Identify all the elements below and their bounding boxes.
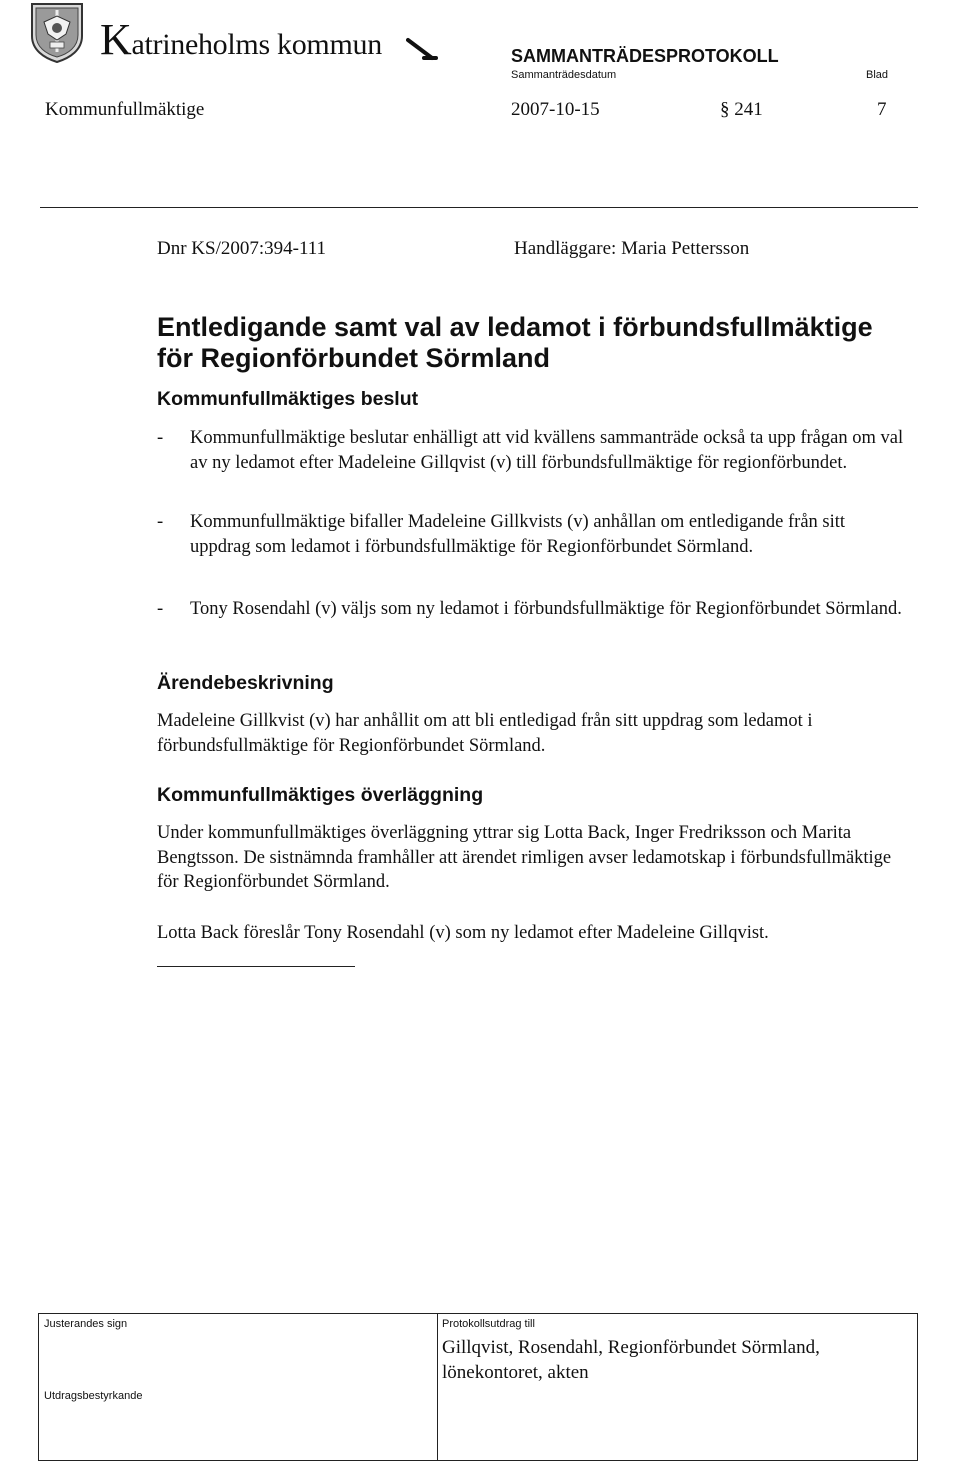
logo-swoosh-icon bbox=[406, 36, 438, 62]
organization-name bbox=[100, 14, 382, 65]
meeting-date-label: Sammanträdesdatum bbox=[511, 69, 617, 81]
decision-item-text: Tony Rosendahl (v) väljs som ny ledamot i förbundsfullmäktige för Regionförbundet Sörmland. bbox=[190, 599, 902, 619]
page-number: 7 bbox=[877, 99, 887, 120]
deliberation-heading: Kommunfullmäktiges överläggning bbox=[157, 784, 484, 806]
decision-item-text: Kommunfullmäktige bifaller Madeleine Gillkvists (v) anhållan om entledigande från sitt uppdrag som ledamot i förbundsfullmäktige för Regionförbundet Sörmland. bbox=[190, 512, 846, 557]
organization-name-rest: atrineholms kommun bbox=[131, 28, 382, 61]
decision-item bbox=[157, 597, 907, 622]
section-end-divider bbox=[157, 966, 355, 967]
bullet-marker: - bbox=[157, 512, 164, 532]
decision-item bbox=[157, 510, 907, 559]
deliberation-text: Under kommunfullmäktiges överläggning yttrar sig Lotta Back, Inger Fredriksson och Marita Bengtsson. De sistnämnda framhåller att ärendet rimligen avser ledamotskap i förbundsfullmäktige för Regionförbundet Sörmland. bbox=[157, 823, 892, 892]
decision-heading: Kommunfullmäktiges beslut bbox=[157, 388, 419, 410]
body-name: Kommunfullmäktige bbox=[45, 99, 205, 120]
title-line-1: Entledigande samt val av ledamot i förbundsfullmäktige bbox=[157, 312, 873, 342]
header-divider bbox=[40, 207, 918, 208]
page-title bbox=[157, 312, 917, 374]
section-number: § 241 bbox=[720, 99, 763, 120]
footer-column-divider bbox=[437, 1313, 438, 1461]
organization-name-initial: K bbox=[100, 15, 132, 64]
page-label: Blad bbox=[866, 69, 889, 81]
proposal-text: Lotta Back föreslår Tony Rosendahl (v) som ny ledamot efter Madeleine Gillqvist. bbox=[157, 923, 769, 943]
certification-label: Utdragsbestyrkande bbox=[44, 1390, 143, 1402]
meeting-date: 2007-10-15 bbox=[511, 99, 600, 120]
distribution-label: Protokollsutdrag till bbox=[442, 1318, 535, 1330]
case-number: Dnr KS/2007:394-111 bbox=[157, 238, 327, 259]
signature-label: Justerandes sign bbox=[44, 1318, 128, 1330]
case-handler: Handläggare: Maria Pettersson bbox=[514, 238, 750, 259]
title-line-2: för Regionförbundet Sörmland bbox=[157, 343, 550, 373]
decision-item bbox=[157, 426, 907, 475]
distribution-recipients: Gillqvist, Rosendahl, Regionförbundet Sörmland, lönekontoret, akten bbox=[442, 1337, 820, 1383]
case-description-text: Madeleine Gillkvist (v) har anhållit om att bli entledigad från sitt uppdrag som ledamot i förbundsfullmäktige för Regionförbundet Sörmland. bbox=[157, 711, 813, 756]
bullet-marker: - bbox=[157, 428, 164, 448]
decision-item-text: Kommunfullmäktige beslutar enhälligt att vid kvällens sammanträde också ta upp frågan om val av ny ledamot efter Madeleine Gillqvist (v) till förbundsfullmäktige för regionförbundet. bbox=[190, 428, 904, 473]
document-type: SAMMANTRÄDESPROTOKOLL bbox=[511, 46, 779, 66]
bullet-marker: - bbox=[157, 599, 164, 619]
case-description-heading: Ärendebeskrivning bbox=[157, 672, 334, 694]
coat-of-arms-icon bbox=[30, 2, 84, 64]
